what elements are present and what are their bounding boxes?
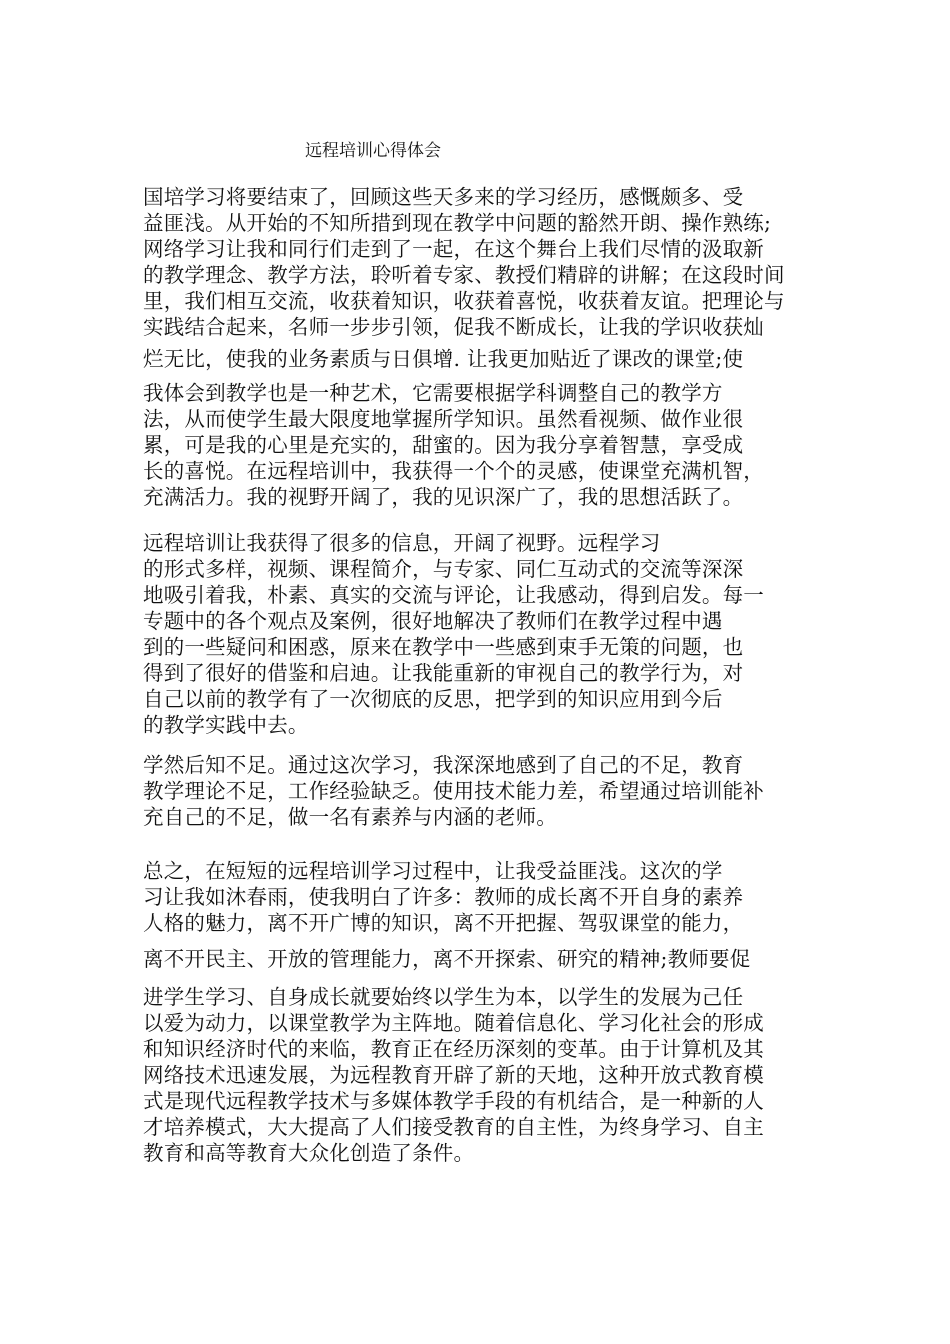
text-line: 充自己的不足，做一名有素养与内涵的老师。 xyxy=(143,805,557,829)
text-line: 烂无比，使我的业务素质与日俱增. 让我更加贴近了课改的课堂;使 xyxy=(143,347,744,371)
text-line: 人格的魅力，离不开广博的知识，离不开把握、驾驭课堂的能力， xyxy=(143,911,744,935)
text-line: 离不开民主、开放的管理能力，离不开探索、研究的精神;教师要促 xyxy=(143,947,751,971)
text-line: 的教学实践中去。 xyxy=(143,713,309,737)
text-line: 国培学习将要结束了，回顾这些天多来的学习经历，感慨颇多、受 xyxy=(143,185,744,209)
text-line: 专题中的各个观点及案例，很好地解决了教师们在教学过程中遇 xyxy=(143,609,723,633)
text-line: 总之，在短短的远程培训学习过程中，让我受益匪浅。这次的学 xyxy=(143,859,723,883)
text-line: 自己以前的教学有了一次彻底的反思，把学到的知识应用到今后 xyxy=(143,687,723,711)
text-line: 地吸引着我，朴素、真实的交流与评论，让我感动，得到启发。每一 xyxy=(143,583,764,607)
document-title: 远程培训心得体会 xyxy=(305,141,441,161)
text-line: 里，我们相互交流，收获着知识，收获着喜悦，收获着友谊。把理论与 xyxy=(143,289,785,313)
text-line: 实践结合起来，名师一步步引领，促我不断成长，让我的学识收获灿 xyxy=(143,315,764,339)
text-line: 进学生学习、自身成长就要始终以学生为本，以学生的发展为己任 xyxy=(143,985,744,1009)
text-line: 学然后知不足。通过这次学习，我深深地感到了自己的不足，教育 xyxy=(143,753,744,777)
text-line: 网络学习让我和同行们走到了一起，在这个舞台上我们尽情的汲取新 xyxy=(143,237,764,261)
text-line: 的形式多样，视频、课程简介，与专家、同仁互动式的交流等深深 xyxy=(143,557,744,581)
text-line: 得到了很好的借鉴和启迪。让我能重新的审视自己的教学行为，对 xyxy=(143,661,744,685)
text-line: 以爱为动力，以课堂教学为主阵地。随着信息化、学习化社会的形成 xyxy=(143,1011,764,1035)
text-line: 教育和高等教育大众化创造了条件。 xyxy=(143,1141,475,1165)
text-line: 和知识经济时代的来临，教育正在经历深刻的变革。由于计算机及其 xyxy=(143,1037,764,1061)
text-line: 充满活力。我的视野开阔了，我的见识深广了，我的思想活跃了。 xyxy=(143,485,744,509)
text-line: 法，从而使学生最大限度地掌握所学知识。虽然看视频、做作业很 xyxy=(143,407,744,431)
text-line: 累，可是我的心里是充实的，甜蜜的。因为我分享着智慧，享受成 xyxy=(143,433,744,457)
text-line: 的教学理念、教学方法，聆听着专家、教授们精辟的讲解；在这段时间 xyxy=(143,263,785,287)
text-line: 式是现代远程教学技术与多媒体教学手段的有机结合，是一种新的人 xyxy=(143,1089,764,1113)
text-line: 网络技术迅速发展，为远程教育开辟了新的天地，这种开放式教育模 xyxy=(143,1063,764,1087)
text-line: 才培养模式，大大提高了人们接受教育的自主性，为终身学习、自主 xyxy=(143,1115,764,1139)
text-line: 习让我如沐春雨，使我明白了许多：教师的成长离不开自身的素养 xyxy=(143,885,744,909)
text-line: 教学理论不足，工作经验缺乏。使用技术能力差，希望通过培训能补 xyxy=(143,779,764,803)
text-line: 长的喜悦。在远程培训中，我获得一个个的灵感，使课堂充满机智， xyxy=(143,459,764,483)
text-line: 到的一些疑问和困惑，原来在教学中一些感到束手无策的问题，也 xyxy=(143,635,744,659)
text-line: 我体会到教学也是一种艺术，它需要根据学科调整自己的教学方 xyxy=(143,381,723,405)
text-line: 益匪浅。从开始的不知所措到现在教学中问题的豁然开朗、操作熟练; xyxy=(143,211,772,235)
text-line: 远程培训让我获得了很多的信息，开阔了视野。远程学习 xyxy=(143,531,661,555)
